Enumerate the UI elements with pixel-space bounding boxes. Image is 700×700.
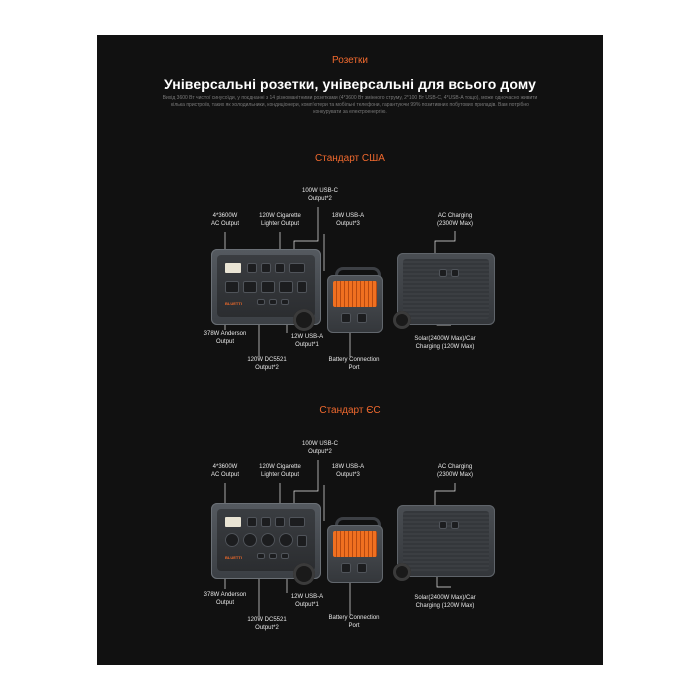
product-panel [97,35,603,665]
eu-label-usba-12w: 12W USB-A Output*1 [290,594,324,608]
eu-label-usbc: 100W USB-C Output*2 [301,441,338,455]
us-battery-port-right [357,313,367,323]
us-label-usba-18w: 18W USB-A Output*3 [331,213,365,227]
us-label-anderson: 378W Anderson Output [203,331,247,345]
us-battery-vents [333,281,377,307]
eu-label-battery-port: Battery Connection Port [328,615,380,629]
eu-battery-vents [333,531,377,557]
eu-station-wheel [293,563,315,585]
us-label-battery-port: Battery Connection Port [328,357,380,371]
eu-battery-pack [327,525,383,583]
us-label-usba-12w: 12W USB-A Output*1 [290,334,324,348]
us-label-usbc: 100W USB-C Output*2 [301,188,338,202]
eu-label-ac-output: 4*3600W AC Output [210,464,239,478]
us-standard-title: Стандарт США [315,153,385,164]
us-brand-logo: BLUETTI [225,301,242,306]
section-label: Розетки [332,55,368,66]
us-station-wheel [293,309,315,331]
us-label-ac-charging: AC Charging (2300W Max) [436,213,473,227]
us-display-screen [225,263,241,273]
eu-station-back [397,505,495,577]
us-battery-port-left [341,313,351,323]
us-label-cigarette: 120W Cigarette Lighter Output [259,213,301,227]
description: Вихід 3600 Вт чистої синусоїди, у поєднанні з 14 різноманітними розетками (4*3600 Вт змінного струму, 2*100 Вт USB-C, 4*USB-A тощо), може одночасно живити кілька пристроїв, таких як холодильники, кондиціонери, комп'ютери та мобільні телефони, гарантуючи 99% позитивних побутових приладів. Вам потрібно конкурувати за електроенергію. [162,95,538,115]
eu-label-cigarette: 120W Cigarette Lighter Output [259,464,301,478]
eu-back-wheel [393,563,411,581]
eu-brand-logo: BLUETTI [225,555,242,560]
eu-display-screen [225,517,241,527]
us-label-solar: Solar(2400W Max)/Car Charging (120W Max) [414,336,476,350]
us-label-dc5521: 120W DC5521 Output*2 [247,357,287,371]
us-label-ac-output: 4*3600W AC Output [210,213,239,227]
us-back-wheel [393,311,411,329]
eu-standard-title: Стандарт ЄС [319,405,381,416]
eu-label-dc5521: 120W DC5521 Output*2 [247,617,287,631]
us-station-back [397,253,495,325]
headline: Універсальні розетки, універсальні для всього дому [163,76,536,92]
eu-label-usba-18w: 18W USB-A Output*3 [331,464,365,478]
us-battery-pack [327,275,383,333]
eu-battery-port-right [357,563,367,573]
eu-battery-port-left [341,563,351,573]
eu-label-ac-charging: AC Charging (2300W Max) [436,464,473,478]
eu-label-solar: Solar(2400W Max)/Car Charging (120W Max) [414,595,476,609]
eu-label-anderson: 378W Anderson Output [203,592,247,606]
